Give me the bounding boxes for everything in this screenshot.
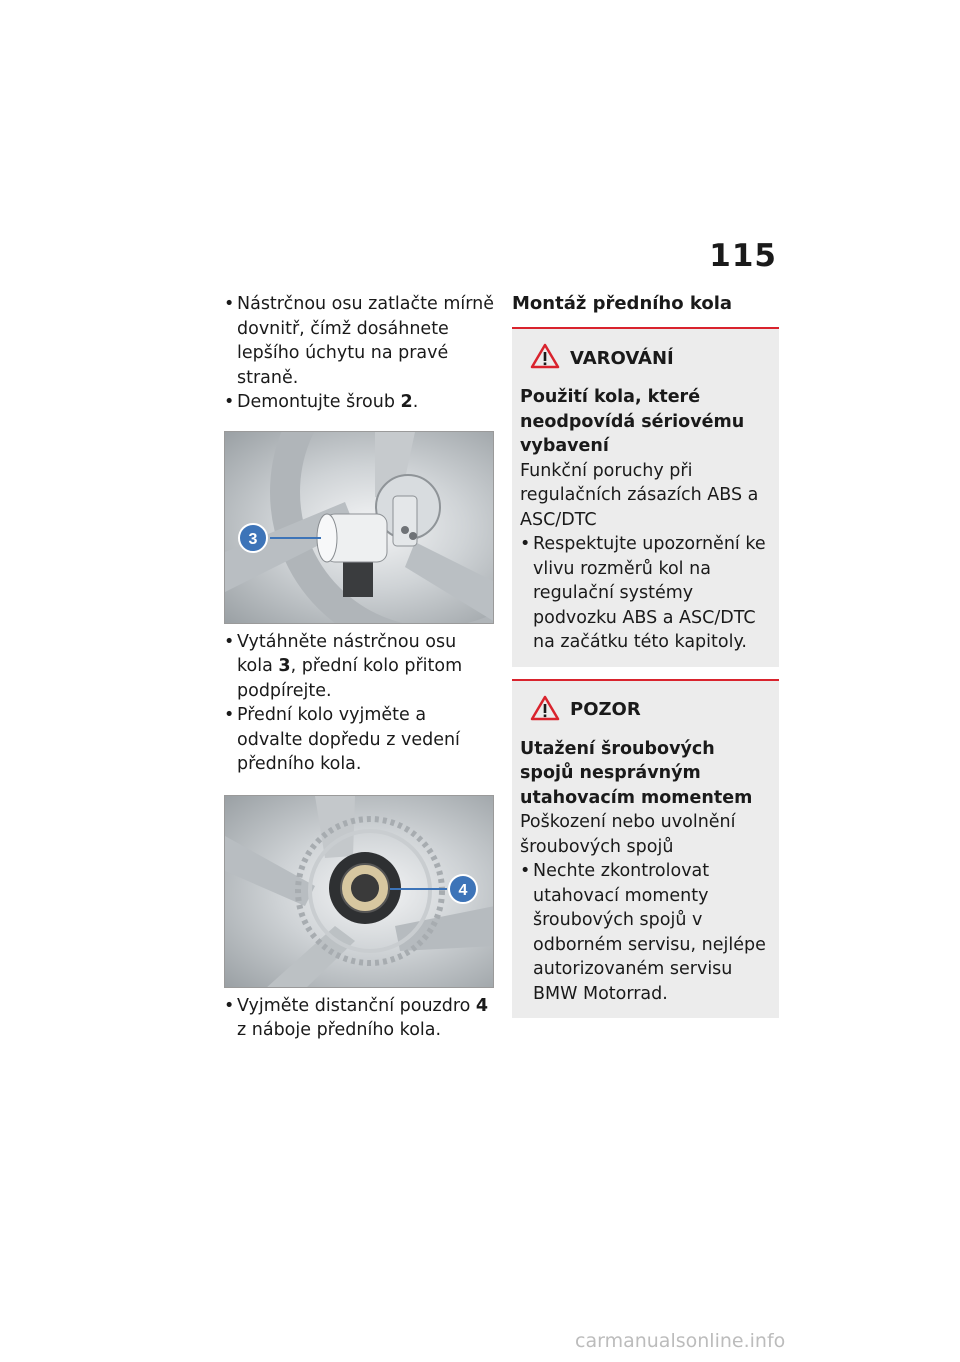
list-item: • Vytáhněte nástrčnou osu kola 3, přední kolo přitom podpírejte. <box>224 630 494 704</box>
caution-text: Poškození nebo uvolnění šroubových spojů <box>520 812 736 857</box>
list-item: • Vyjměte distanční pouzdro 4 z náboje předního kola. <box>224 994 494 1043</box>
list-item: • Nástrčnou osu zatlačte mírně dovnitř, čímž dosáhnete lepšího úchytu na pravé straně. <box>224 292 494 390</box>
caution-bullet: • Nechte zkontrolovat utahovací momenty šroubových spojů v odborném servisu, nejlépe autorizovaném servisu BMW Motorrad. <box>520 859 771 1006</box>
list-item: • Demontujte šroub 2. <box>224 390 494 415</box>
callout-4: 4 <box>458 881 468 899</box>
caution-heading: Utažení šroubových spojů nesprávným utahovacím momentem <box>520 738 753 808</box>
caution-triangle-icon <box>530 695 560 725</box>
page-number: 115 <box>709 238 777 274</box>
left-column <box>224 292 494 1043</box>
section-title: Montáž předního kola <box>512 293 733 314</box>
list-item: • Přední kolo vyjměte a odvalte dopředu z vedení předního kola. <box>224 703 494 777</box>
caution-label: POZOR <box>570 699 641 720</box>
warning-triangle-icon <box>530 343 560 373</box>
axle-photo <box>224 431 494 624</box>
warning-label: VAROVÁNÍ <box>570 347 674 369</box>
warning-text: Funkční poruchy při regulačních zásazích ABS a ASC/DTC <box>520 460 759 530</box>
warning-bullet: • Respektujte upozornění ke vlivu rozměrů kol na regulační systémy podvozku ABS a ASC/DTC na začátku této kapitoly. <box>520 532 771 655</box>
caution-box <box>512 679 779 1019</box>
right-column <box>512 292 779 1018</box>
callout-3: 3 <box>248 530 258 548</box>
watermark: carmanualsonline.info <box>575 1330 786 1352</box>
warning-heading: Použití kola, které neodpovídá sériovému vybavení <box>520 387 745 456</box>
spacer-photo <box>224 795 494 988</box>
warning-box <box>512 327 779 667</box>
